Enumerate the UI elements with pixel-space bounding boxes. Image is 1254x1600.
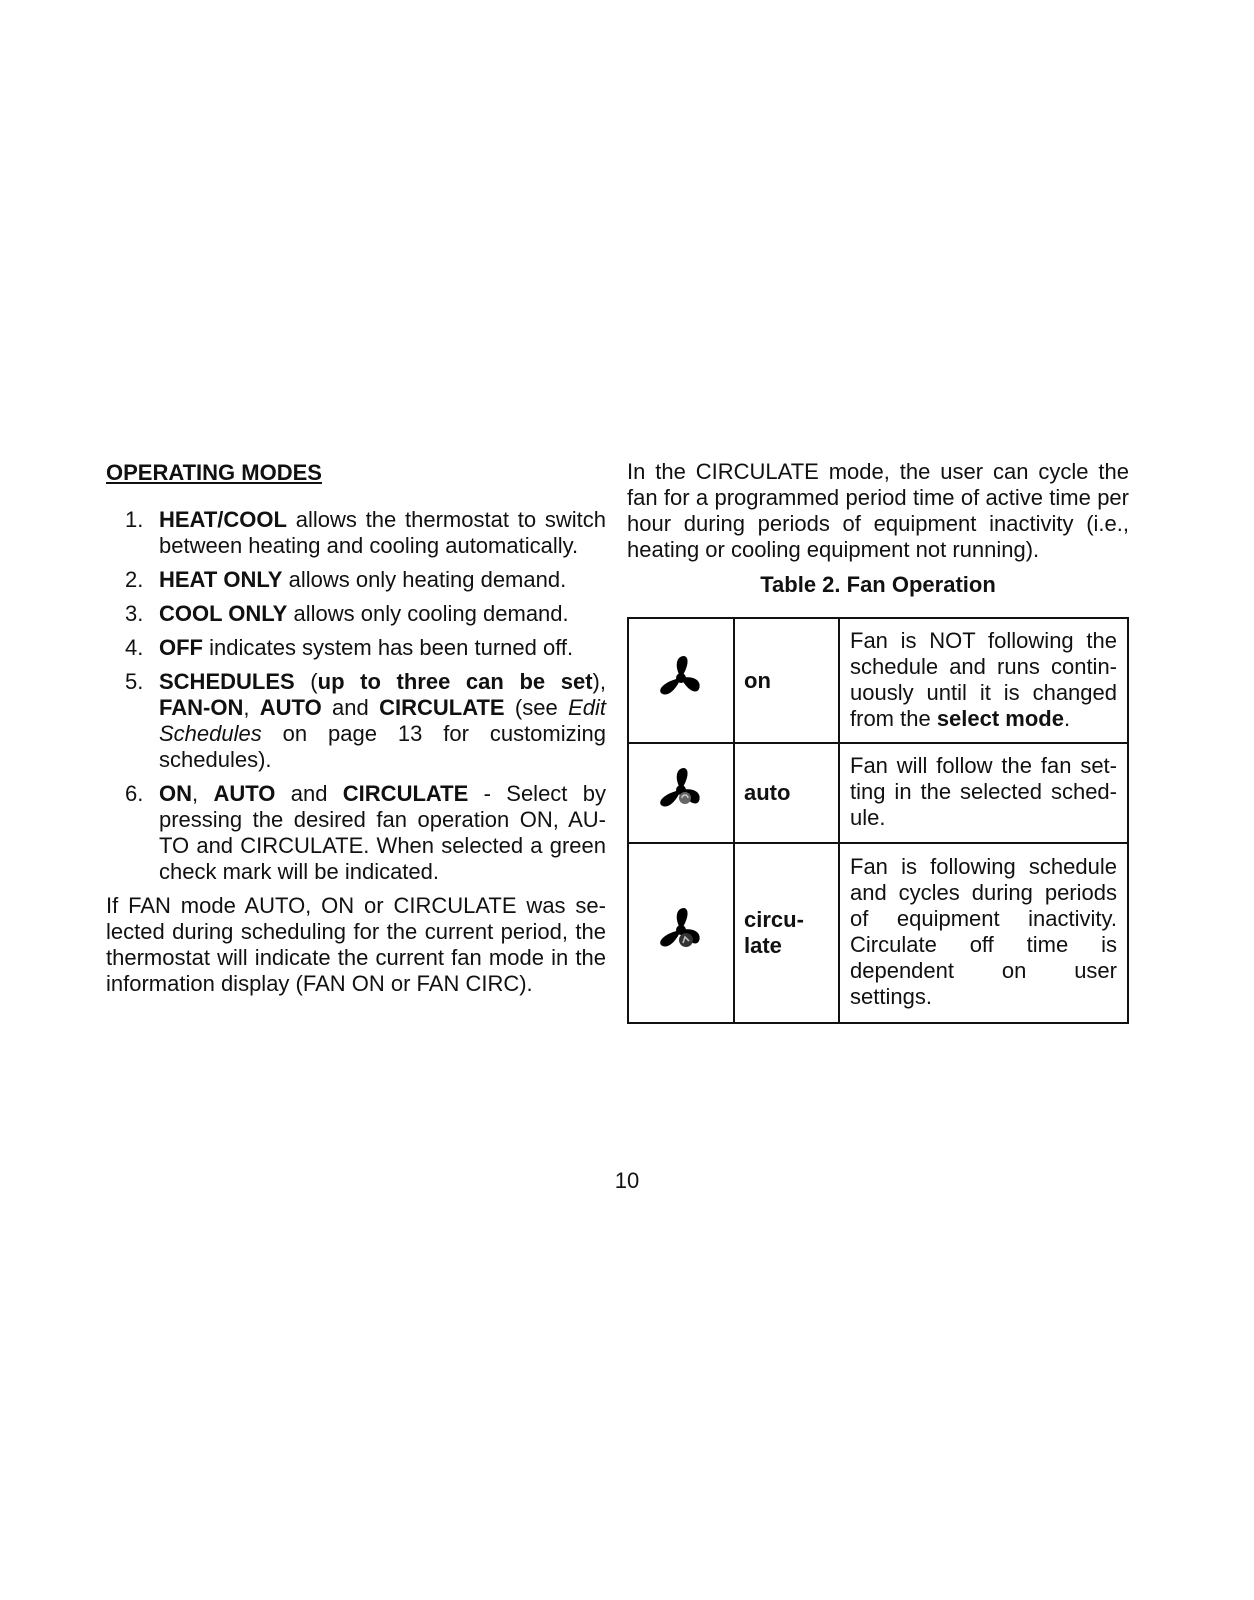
fan-mode-description: Fan will follow the fan set-ting in the selected sched-ule. — [839, 743, 1128, 843]
fan-mode-label: auto — [734, 743, 839, 843]
page-number: 10 — [614, 1168, 640, 1193]
section-heading: OPERATING MODES — [106, 460, 322, 485]
table-title: Table 2. Fan Operation — [760, 572, 996, 597]
list-item: 2. HEAT ONLY allows only heating demand. — [125, 567, 567, 592]
left-column — [106, 459, 606, 997]
table-row — [628, 743, 1128, 843]
right-column — [627, 459, 1129, 1024]
list-item: 3. COOL ONLY allows only cooling demand. — [125, 601, 569, 626]
operating-modes-list — [106, 507, 606, 885]
list-item: 4. OFF indicates system has been turned off. — [125, 635, 574, 660]
table-row — [628, 843, 1128, 1023]
fan-mode-label: on — [734, 618, 839, 743]
fan-mode-paragraph: If FAN mode AUTO, ON or CIRCULATE was se-lected during scheduling for the current period, the thermostat will indicate the current fan mode in the information display (FAN ON or FAN CIRC). — [106, 893, 606, 996]
circulate-intro: In the CIRCULATE mode, the user can cycle the fan for a programmed period time of active time per hour during periods of equipment inactivity (i.e., heating or cooling equipment not running). — [627, 459, 1129, 562]
list-item: 5. SCHEDULES (up to three can be set), FAN-ON, AUTO and CIRCULATE (see Edit Schedules on page 13 for customizing schedules). — [125, 669, 606, 772]
fan-mode-description: Fan is following schedule and cycles during periods of equipment inactivity. Circulate off time is dependent on user settings. — [839, 843, 1128, 1023]
fan-circulate-icon — [656, 905, 706, 955]
list-item: 6. ON, AUTO and CIRCULATE - Select by pressing the desired fan operation ON, AU-TO and CIRCULATE. When selected a green check mark will be indicated. — [125, 781, 606, 884]
fan-mode-label: circu-late — [734, 843, 839, 1023]
fan-auto-icon — [656, 765, 706, 815]
fan-mode-description: Fan is NOT following the schedule and runs contin-uously until it is changed from the select mode. — [839, 618, 1128, 743]
fan-on-icon — [656, 653, 706, 703]
table-row — [628, 618, 1128, 743]
list-item: 1. HEAT/COOL allows the thermostat to switch between heating and cooling automatically. — [125, 507, 606, 558]
fan-operation-table — [627, 617, 1129, 1024]
